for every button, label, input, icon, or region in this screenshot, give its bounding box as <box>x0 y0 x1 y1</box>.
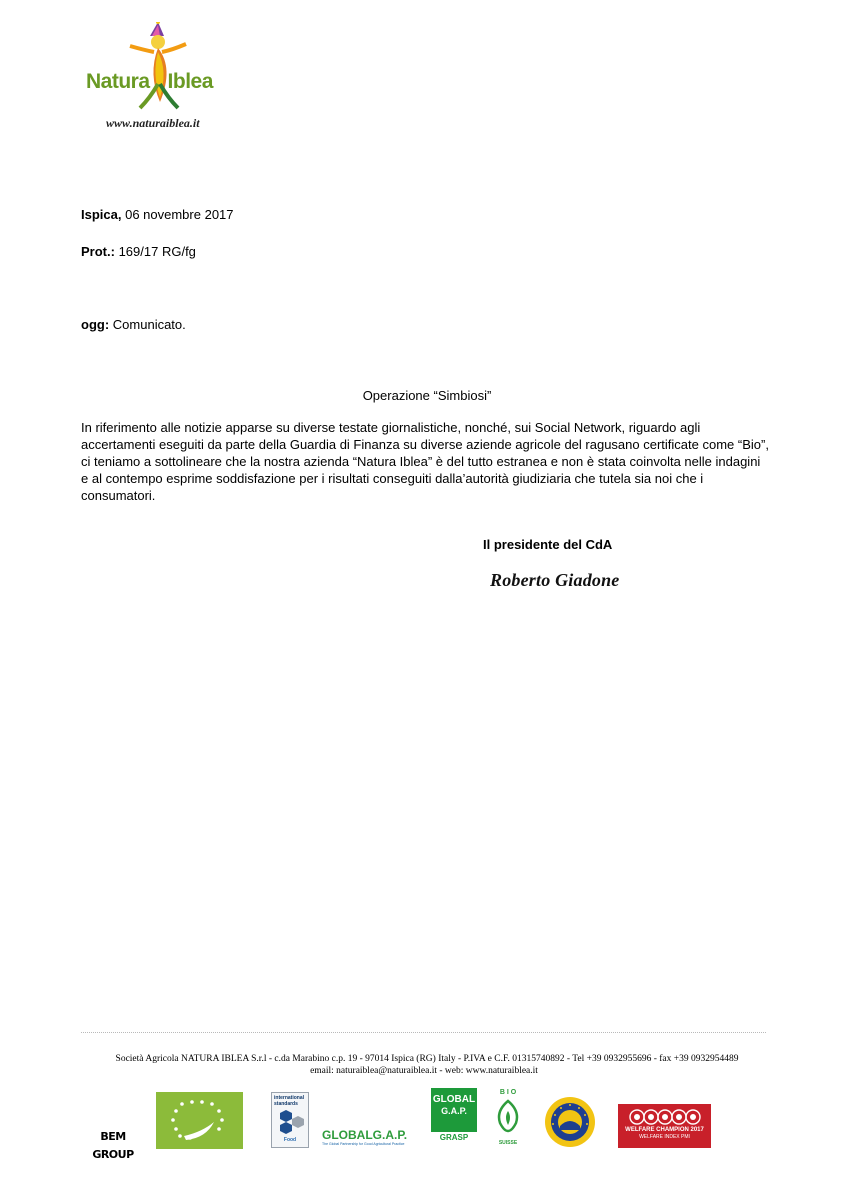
protocol-value: 169/17 RG/fg <box>118 244 196 259</box>
company-logo <box>80 22 230 132</box>
welfare-line-2: WELFARE INDEX PMI <box>639 1134 690 1140</box>
footer-company-info: Società Agricola NATURA IBLEA S.r.l - c.da Marabino c.p. 19 - 97014 Ispica (RG) Italy - P.IVA e C.F. 01315740892 - Tel +39 0932955696 - fax +39 0932954489 <box>115 1054 739 1064</box>
bio-suisse-line-1: B I O <box>499 1089 517 1096</box>
ifs-line-1: international <box>274 1095 305 1101</box>
bem-group-logo <box>80 1128 146 1161</box>
bio-suisse-bud-icon <box>494 1097 522 1135</box>
logo-word-natura: Natura <box>86 70 150 93</box>
place-label: Ispica, <box>81 207 122 222</box>
grasp-line-1: GLOBAL <box>432 1094 476 1105</box>
protocol-line <box>81 243 196 260</box>
igp-seal-icon <box>544 1096 596 1148</box>
signer-title: Il presidente del CdA <box>483 537 613 552</box>
subject-value: Comunicato. <box>112 317 186 332</box>
bem-group-label: BEM GROUP <box>92 1130 134 1161</box>
certification-logos <box>0 1088 848 1161</box>
welfare-stars-icon <box>628 1108 702 1126</box>
welfare-champion-logo <box>618 1104 711 1148</box>
grasp-logo <box>431 1088 477 1144</box>
logo-word-iblea: Iblea <box>167 70 213 93</box>
letter-date: 06 novembre 2017 <box>125 207 234 222</box>
eu-organic-leaf-icon <box>156 1092 243 1149</box>
welfare-line-1: WELFARE CHAMPION 2017 <box>625 1127 704 1133</box>
subject-label: ogg: <box>81 317 110 332</box>
grasp-line-3: GRASP <box>439 1133 469 1142</box>
bio-suisse-line-2: SUISSE <box>498 1140 518 1146</box>
letter-title: Operazione “Simbiosi” <box>362 388 492 403</box>
letter-body: In riferimento alle notizie apparse su diverse testate giornalistiche, nonché, sui Social Network, riguardo agli accertamenti eseguiti da parte della Guardia di Finanza su diverse aziende agricole del ragusano certificate come “Bio”, ci teniamo a sottolineare che la nostra azienda “Natura Iblea” è del tutto estranea e non è stata coinvolta nelle indagini e al contempo esprime soddisfazione per i risultati conseguiti dalla’autorità giudiziaria che tutela sia noi che i consumatori. <box>81 420 769 503</box>
logo-website: www.naturaiblea.it <box>106 116 200 130</box>
globalgap-label: GLOBALG.A.P. <box>322 1128 408 1142</box>
globalgap-tagline: The Global Partnership for Good Agricultural Practice <box>322 1142 405 1146</box>
date-line <box>81 206 234 223</box>
grasp-line-2: G.A.P. <box>441 1106 467 1116</box>
footer-divider <box>81 1032 766 1033</box>
ifs-food-logo <box>271 1092 309 1148</box>
protocol-label: Prot.: <box>81 244 115 259</box>
subject-line <box>81 316 186 333</box>
globalgap-logo <box>322 1128 418 1150</box>
ifs-food-label: Food <box>283 1137 297 1143</box>
bio-suisse-logo <box>492 1088 524 1148</box>
logo-wordmark <box>86 70 213 94</box>
signature: Roberto Giadone <box>490 570 620 590</box>
ifs-line-2: standards <box>274 1101 298 1107</box>
ifs-hexagons-icon <box>272 1107 308 1137</box>
footer-contact-info: email: naturaiblea@naturaiblea.it - web: www.naturaiblea.it <box>310 1066 538 1076</box>
logo-figure-icon <box>128 22 188 112</box>
